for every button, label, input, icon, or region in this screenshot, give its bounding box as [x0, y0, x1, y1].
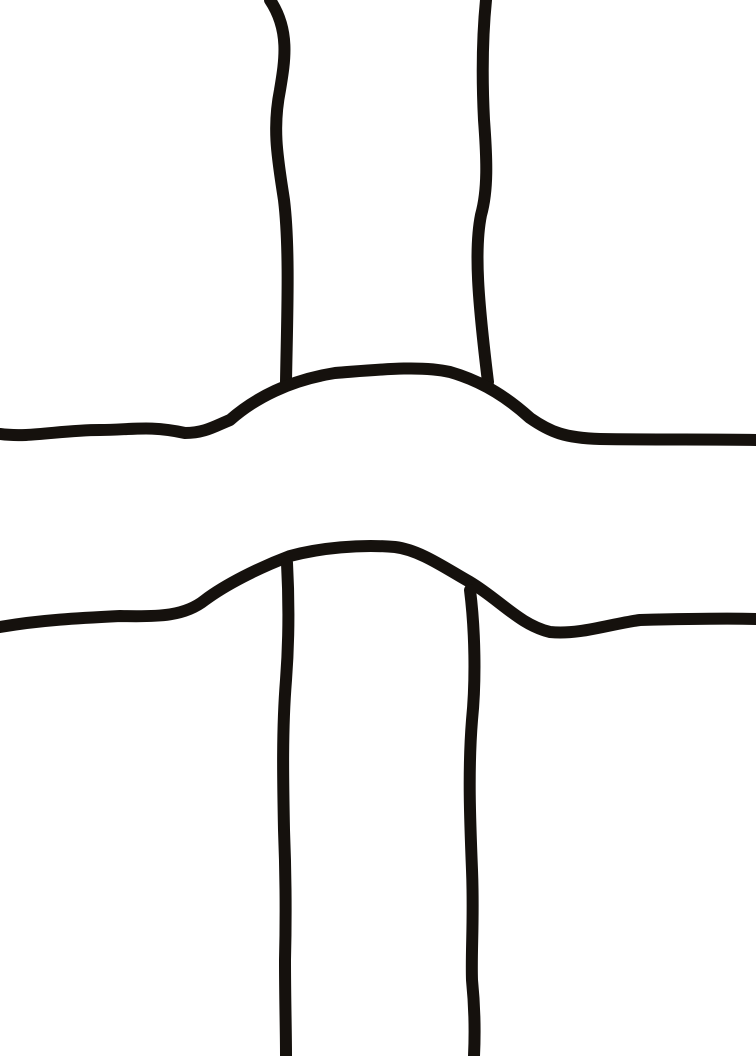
horizontal-road-top-edge [0, 368, 756, 440]
vertical-road-top-left-edge [270, 0, 288, 382]
horizontal-road-bottom-edge [0, 546, 756, 633]
vertical-road-top-right-edge [477, 0, 488, 382]
vertical-road-bottom-right-edge [470, 590, 475, 1056]
vertical-road-bottom-left-edge [283, 563, 288, 1056]
